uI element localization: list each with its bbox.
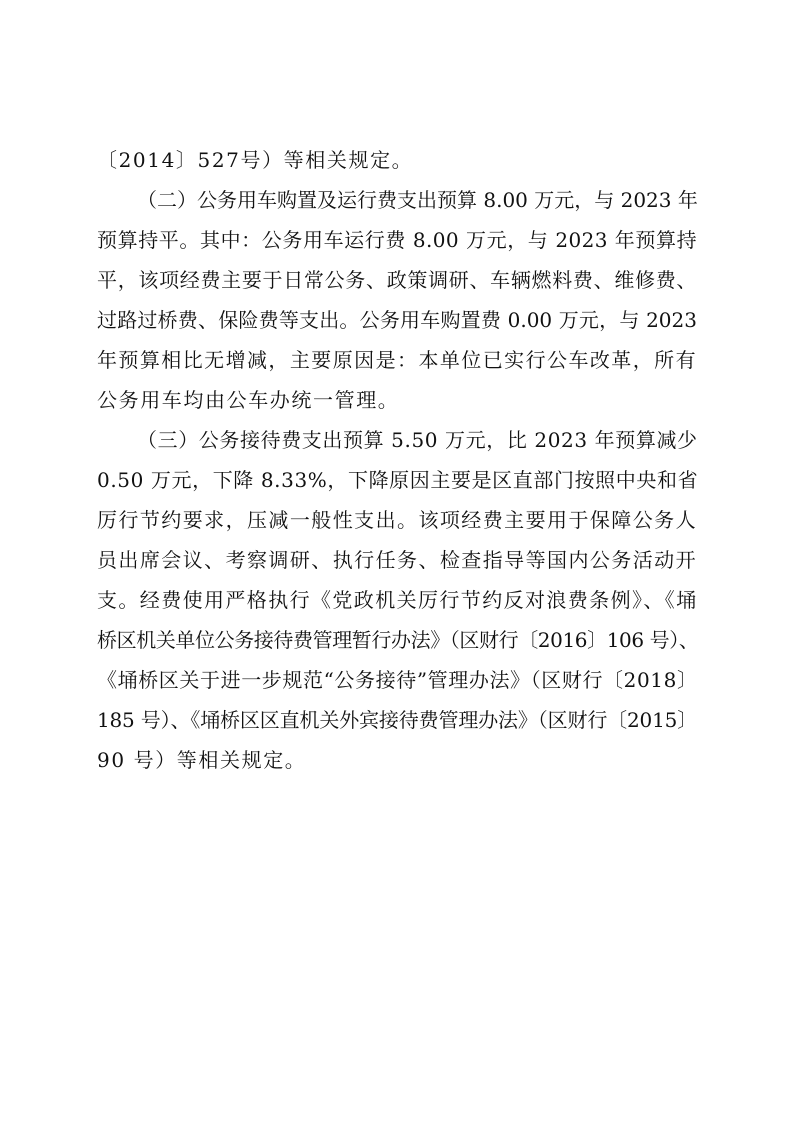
text-line: 〔2014〕527号）等相关规定。 [97,148,414,172]
text-line: 《埇桥区关于进一步规范“公务接待”管理办法》（区财行〔2018〕 [97,668,698,692]
text-line: 桥区机关单位公务接待费管理暂行办法》（区财行〔2016〕106 号）、 [97,628,699,652]
text-line: 90 号）等相关规定。 [97,748,307,772]
text-line: 0.50 万元，下降 8.33%，下降原因主要是区直部门按照中央和省 [97,468,699,492]
text-line: 公务用车均由公车办统一管理。 [97,388,400,412]
text-line: 支。经费使用严格执行《党政机关厉行节约反对浪费条例》、《埇 [97,588,698,612]
text-line: 年预算相比无增减，主要原因是：本单位已实行公车改革，所有 [97,348,697,372]
text-line: 厉行节约要求，压减一般性支出。该项经费主要用于保障公务人 [97,508,697,532]
text-line: （三）公务接待费支出预算 5.50 万元，比 2023 年预算减少 [137,428,698,452]
text-line: 平，该项经费主要于日常公务、政策调研、车辆燃料费、维修费、 [97,268,697,292]
text-line: 预算持平。其中：公务用车运行费 8.00 万元，与 2023 年预算持 [97,228,697,252]
text-line: 员出席会议、考察调研、执行任务、检查指导等国内公务活动开 [97,548,697,572]
text-line: 过路过桥费、保险费等支出。公务用车购置费 0.00 万元，与 2023 [97,308,697,332]
text-line: （二）公务用车购置及运行费支出预算 8.00 万元，与 2023 年 [137,188,698,212]
text-line: 185 号）、《埇桥区区直机关外宾接待费管理办法》（区财行〔2015〕 [97,708,697,732]
